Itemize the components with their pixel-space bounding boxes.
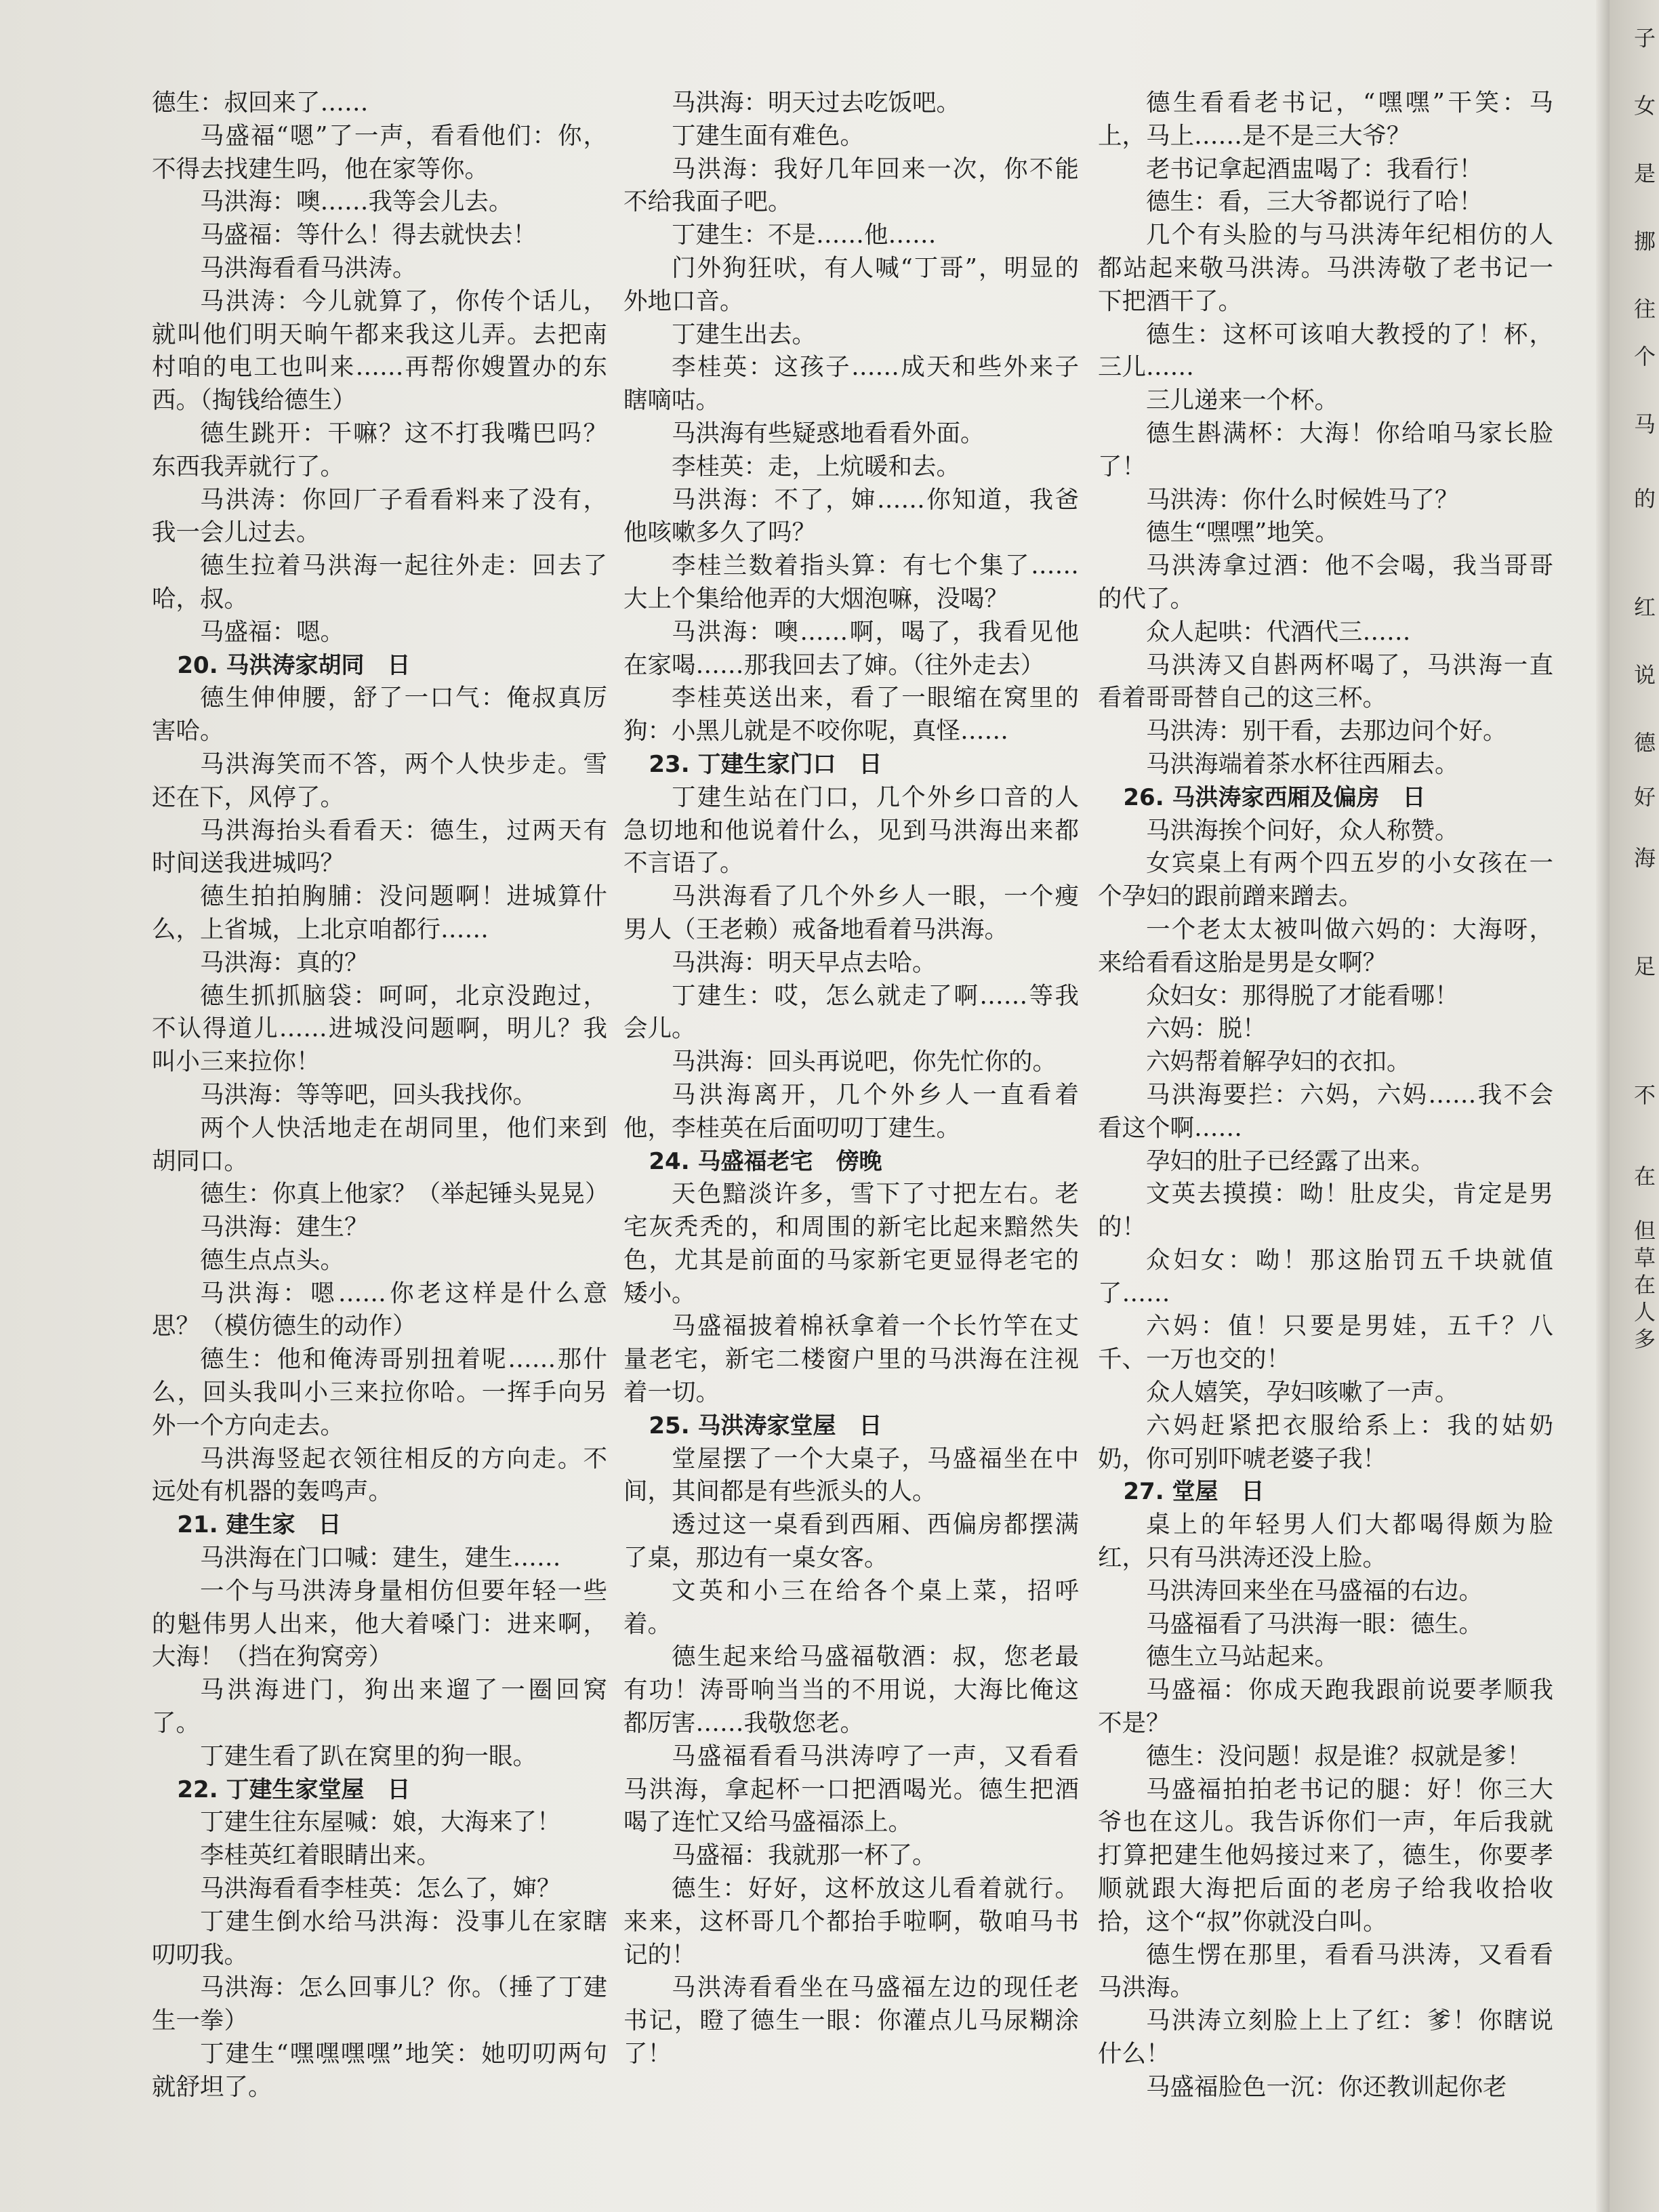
paragraph: 李桂英送出来，看了一眼缩在窝里的狗：小黑儿就是不咬你呢，真怪……: [623, 684, 1079, 745]
paragraph: 马洪海竖起衣领往相反的方向走。不远处有机器的轰鸣声。: [152, 1444, 607, 1506]
paragraph: 德生愣在那里，看看马洪涛，又看看马洪海。: [1098, 1940, 1553, 2002]
paragraph: 六妈赶紧把衣服给系上：我的姑奶奶，你可别吓唬老婆子我！: [1098, 1411, 1553, 1473]
paragraph: 马洪海抬头看看天：德生，过两天有时间送我进城吗？: [152, 816, 607, 878]
book-gutter: [1596, 0, 1610, 2212]
paragraph: 德生抓抓脑袋：呵呵，北京没跑过，不认得道儿……进城没问题啊，明儿？我叫小三来拉你！: [152, 981, 607, 1076]
edge-character: 的: [1634, 486, 1656, 512]
paragraph: 马洪海在门口喊：建生，建生……: [200, 1544, 561, 1572]
edge-character: 挪: [1634, 228, 1656, 254]
paragraph: 众妇女：那得脱了才能看哪！: [1146, 981, 1459, 1010]
paragraph: 马盛福看了马洪海一眼：德生。: [1146, 1610, 1483, 1638]
paragraph: 马盛福：我就那一杯了。: [672, 1841, 937, 1870]
paragraph: 德生点点头。: [200, 1246, 345, 1274]
edge-character: 往: [1634, 296, 1656, 322]
paragraph: 马盛福披着棉袄拿着一个长竹竿在丈量老宅，新宅二楼窗户里的马洪海在注视着一切。: [623, 1312, 1079, 1407]
paragraph: 德生拍拍胸脯：没问题啊！进城算什么，上省城，上北京咱都行……: [152, 882, 607, 943]
edge-character: 说: [1634, 662, 1656, 688]
paragraph: 马洪海有些疑惑地看看外面。: [672, 419, 985, 447]
paragraph: 马盛福看看马洪涛哼了一声，又看看马洪海，拿起杯一口把酒喝光。德生把酒喝了连忙又给马盛福添上。: [623, 1742, 1079, 1837]
edge-character: 不: [1634, 1082, 1656, 1108]
paragraph: 马洪海：等等吧，回头我找你。: [200, 1080, 537, 1109]
paragraph: 马洪涛：你什么时候姓马了？: [1146, 485, 1459, 514]
scene-heading: 22. 丁建生家堂屋 日: [177, 1776, 411, 1803]
edge-character: 马: [1634, 411, 1656, 437]
paragraph: 众妇女：呦！那这胎罚五千块就值了……: [1098, 1246, 1553, 1307]
edge-character: 足: [1634, 954, 1656, 979]
paragraph: 德生“嘿嘿”地笑。: [1146, 518, 1339, 547]
paragraph: 马洪涛又自斟两杯喝了，马洪海一直看着哥哥替自己的这三杯。: [1098, 651, 1553, 712]
paragraph: 一个老太太被叫做六妈的：大海呀，来给看看这胎是男是女啊？: [1098, 915, 1553, 977]
paragraph: 马洪海要拦：六妈，六妈……我不会看这个啊……: [1098, 1080, 1553, 1142]
edge-character: 多: [1634, 1326, 1656, 1352]
paragraph: 马洪涛看看坐在马盛福左边的现任老书记，瞪了德生一眼：你灌点儿马尿糊涂了！: [623, 1973, 1079, 2068]
paragraph: 丁建生站在门口，几个外乡口音的人急切地和他说着什么，见到马洪海出来都不言语了。: [623, 783, 1079, 878]
paragraph: 门外狗狂吠，有人喊“丁哥”，明显的外地口音。: [623, 253, 1079, 315]
paragraph: 丁建生：哎，怎么就走了啊……等我会儿。: [623, 981, 1079, 1043]
paragraph: 丁建生倒水给马洪海：没事儿在家瞎叨叨我。: [152, 1907, 607, 1969]
paragraph: 桌上的年轻男人们大都喝得颇为脸红，只有马洪涛还没上脸。: [1098, 1511, 1553, 1572]
paragraph: 堂屋摆了一个大桌子，马盛福坐在中间，其间都是有些派头的人。: [623, 1444, 1079, 1506]
edge-character: 草: [1634, 1245, 1656, 1271]
paragraph: 丁建生：不是……他……: [672, 221, 937, 249]
paragraph: 六妈帮着解孕妇的衣扣。: [1146, 1048, 1411, 1076]
paragraph: 几个有头脸的与马洪涛年纪相仿的人都站起来敬马洪涛。马洪涛敬了老书记一下把酒干了。: [1098, 221, 1553, 315]
paragraph: 一个与马洪涛身量相仿但要年轻一些的魁伟男人出来，他大着嗓门：进来啊，大海！（挡在狗窝旁）: [152, 1576, 607, 1671]
paragraph: 马洪海：噢……啊，喝了，我看见他在家喝……那我回去了婶。（往外走去）: [623, 617, 1079, 679]
paragraph: 德生拉着马洪海一起往外走：回去了哈，叔。: [152, 552, 607, 613]
paragraph: 德生：这杯可该咱大教授的了！杯，三儿……: [1098, 320, 1553, 382]
paragraph: 马洪海：建生？: [200, 1213, 369, 1242]
paragraph: 六妈：脱！: [1146, 1015, 1267, 1043]
edge-character: 是: [1634, 161, 1656, 186]
adjacent-page-edge: [1610, 0, 1659, 2212]
paragraph: 马洪海：明天过去吃饭吧。: [672, 89, 961, 117]
paragraph: 马洪海：明天早点去哈。: [672, 948, 937, 977]
edge-character: 红: [1634, 594, 1656, 620]
paragraph: 德生看看老书记，“嘿嘿”干笑：马上，马上……是不是三大爷？: [1098, 89, 1553, 150]
edge-character: 个: [1634, 344, 1656, 369]
paragraph: 众人嬉笑，孕妇咳嗽了一声。: [1146, 1378, 1459, 1407]
paragraph: 马洪海看了几个外乡人一眼，一个瘦男人（王老赖）戒备地看着马洪海。: [623, 882, 1079, 943]
edge-character: 但: [1634, 1218, 1656, 1244]
paragraph: 马洪海挨个问好，众人称赞。: [1146, 816, 1459, 844]
edge-character: 在: [1634, 1164, 1656, 1189]
text-column-middle: [623, 87, 1079, 2071]
paragraph: 德生起来给马盛福敬酒：叔，您老最有功！涛哥响当当的不用说，大海比俺这都厉害……我敬您老。: [623, 1643, 1079, 1738]
paragraph: 马洪涛立刻脸上上了红：爹！你瞎说什么！: [1098, 2007, 1553, 2068]
paragraph: 丁建生往东屋喊：娘，大海来了！: [200, 1808, 561, 1837]
scene-heading: 23. 丁建生家门口 日: [649, 750, 882, 778]
paragraph: 天色黯淡许多，雪下了寸把左右。老宅灰秃秃的，和周围的新宅比起来黯然失色，尤其是前面的马家新宅更显得老宅的矮小。: [623, 1180, 1079, 1307]
edge-character: 德: [1634, 730, 1656, 756]
paragraph: 马洪海离开，几个外乡人一直看着他，李桂英在后面叨叨丁建生。: [623, 1080, 1079, 1142]
paragraph: 文英和小三在给各个桌上菜，招呼着。: [623, 1576, 1079, 1638]
paragraph: 众人起哄：代酒代三……: [1146, 617, 1411, 646]
paragraph: 马洪海：嗯……你老这样是什么意思？（模仿德生的动作）: [152, 1279, 607, 1340]
paragraph: 文英去摸摸：呦！肚皮尖，肯定是男的！: [1098, 1180, 1553, 1242]
edge-character: 女: [1634, 93, 1656, 119]
paragraph: 德生：他和俺涛哥别扭着呢……那什么，回头我叫小三来拉你哈。一挥手向另外一个方向走去。: [152, 1345, 607, 1439]
text-column-right: [1098, 87, 1553, 2104]
paragraph: 三儿递来一个杯。: [1146, 386, 1339, 415]
paragraph: 马盛福：等什么！得去就快去！: [200, 221, 537, 249]
edge-character: 子: [1634, 25, 1656, 51]
edge-character: 海: [1634, 845, 1656, 871]
paragraph: 德生伸伸腰，舒了一口气：俺叔真厉害哈。: [152, 684, 607, 745]
paragraph: 马洪涛：你回厂子看看料来了没有，我一会儿过去。: [152, 485, 607, 547]
paragraph: 德生：看，三大爷都说行了哈！: [1146, 188, 1483, 216]
paragraph: 马盛福：嗯。: [200, 617, 345, 646]
paragraph: 马洪海：回头再说吧，你先忙你的。: [672, 1048, 1057, 1076]
paragraph: 李桂兰数着指头算：有七个集了……大上个集给他弄的大烟泡嘛，没喝？: [623, 552, 1079, 613]
paragraph: 马洪海：不了，婶……你知道，我爸他咳嗽多久了吗？: [623, 485, 1079, 547]
paragraph: 德生跳开：干嘛？这不打我嘴巴吗？东西我弄就行了。: [152, 419, 607, 480]
paragraph: 马洪海：真的？: [200, 948, 369, 977]
paragraph: 马洪涛：今儿就算了，你传个话儿，就叫他们明天晌午都来我这儿弄。去把南村咱的电工也叫来……再帮你嫂置办的东西。（掏钱给德生）: [152, 287, 607, 415]
paragraph: 马洪海看看李桂英：怎么了，婶？: [200, 1875, 561, 1903]
paragraph: 李桂英：这孩子……成天和些外来子瞎嘀咕。: [623, 353, 1079, 415]
scene-heading: 27. 堂屋 日: [1123, 1478, 1265, 1506]
paragraph: 马洪涛拿过酒：他不会喝，我当哥哥的代了。: [1098, 552, 1553, 613]
paragraph: 德生立马站起来。: [1146, 1643, 1339, 1671]
paragraph: 马洪海：怎么回事儿？你。（捶了丁建生一拳）: [152, 1973, 607, 2035]
paragraph: 马洪海进门，狗出来遛了一圈回窝了。: [152, 1676, 607, 1738]
paragraph: 丁建生“嘿嘿嘿嘿”地笑：她叨叨两句就舒坦了。: [152, 2040, 607, 2101]
paragraph: 马洪海：我好几年回来一次，你不能不给我面子吧。: [623, 155, 1079, 216]
paragraph: 马洪涛回来坐在马盛福的右边。: [1146, 1576, 1483, 1605]
paragraph: 马洪涛：别干看，去那边问个好。: [1146, 717, 1507, 745]
paragraph: 马洪海笑而不答，两个人快步走。雪还在下，风停了。: [152, 750, 607, 811]
paragraph: 德生：你真上他家？（举起锤头晃晃）: [200, 1180, 609, 1208]
paragraph: 老书记拿起酒盅喝了：我看行！: [1146, 155, 1483, 183]
paragraph: 李桂英：走，上炕暖和去。: [672, 452, 961, 480]
paragraph: 马盛福拍拍老书记的腿：好！你三大爷也在这儿。我告诉你们一声，年后我就打算把建生他妈接过来了，德生，你要孝顺就跟大海把后面的老房子给我收拾收拾，这个“叔”你就没白叫。: [1098, 1775, 1553, 1936]
paragraph: 德生：叔回来了……: [152, 89, 369, 117]
scene-heading: 21. 建生家 日: [177, 1511, 342, 1539]
scene-heading: 20. 马洪涛家胡同 日: [177, 651, 411, 679]
paragraph: 六妈：值！只要是男娃，五千？八千、一万也交的！: [1098, 1312, 1553, 1374]
paragraph: 马盛福脸色一沉：你还教训起你老: [1146, 2072, 1507, 2101]
edge-character: 好: [1634, 784, 1656, 810]
paragraph: 马盛福“嗯”了一声，看看他们：你，不得去找建生吗，他在家等你。: [152, 121, 607, 183]
paragraph: 马洪海：噢……我等会儿去。: [200, 188, 513, 216]
paragraph: 李桂英红着眼睛出来。: [200, 1841, 441, 1870]
paragraph: 丁建生出去。: [672, 320, 817, 348]
edge-character: 人: [1634, 1299, 1656, 1325]
edge-character: 在: [1634, 1272, 1656, 1298]
scene-heading: 25. 马洪涛家堂屋 日: [649, 1412, 882, 1439]
paragraph: 透过这一桌看到西厢、西偏房都摆满了桌，那边有一桌女客。: [623, 1511, 1079, 1572]
paragraph: 两个人快活地走在胡同里，他们来到胡同口。: [152, 1113, 607, 1175]
paragraph: 德生斟满杯：大海！你给咱马家长脸了！: [1098, 419, 1553, 480]
scene-heading: 24. 马盛福老宅 傍晚: [649, 1147, 882, 1175]
paragraph: 马盛福：你成天跑我跟前说要孝顺我不是？: [1098, 1676, 1553, 1738]
paragraph: 德生：好好，这杯放这儿看着就行。来来，这杯哥几个都抬手啦啊，敬咱马书记的！: [623, 1875, 1079, 1969]
paragraph: 孕妇的肚子已经露了出来。: [1146, 1147, 1435, 1175]
paragraph: 马洪海看看马洪涛。: [200, 253, 417, 282]
text-column-left: [152, 87, 607, 2104]
paragraph: 德生：没问题！叔是谁？叔就是爹！: [1146, 1742, 1532, 1770]
paragraph: 马洪海端着茶水杯往西厢去。: [1146, 750, 1459, 778]
paragraph: 丁建生看了趴在窝里的狗一眼。: [200, 1742, 537, 1770]
paragraph: 女宾桌上有两个四五岁的小女孩在一个孕妇的跟前蹭来蹭去。: [1098, 849, 1553, 911]
paragraph: 丁建生面有难色。: [672, 121, 865, 150]
scene-heading: 26. 马洪涛家西厢及偏房 日: [1123, 783, 1426, 811]
